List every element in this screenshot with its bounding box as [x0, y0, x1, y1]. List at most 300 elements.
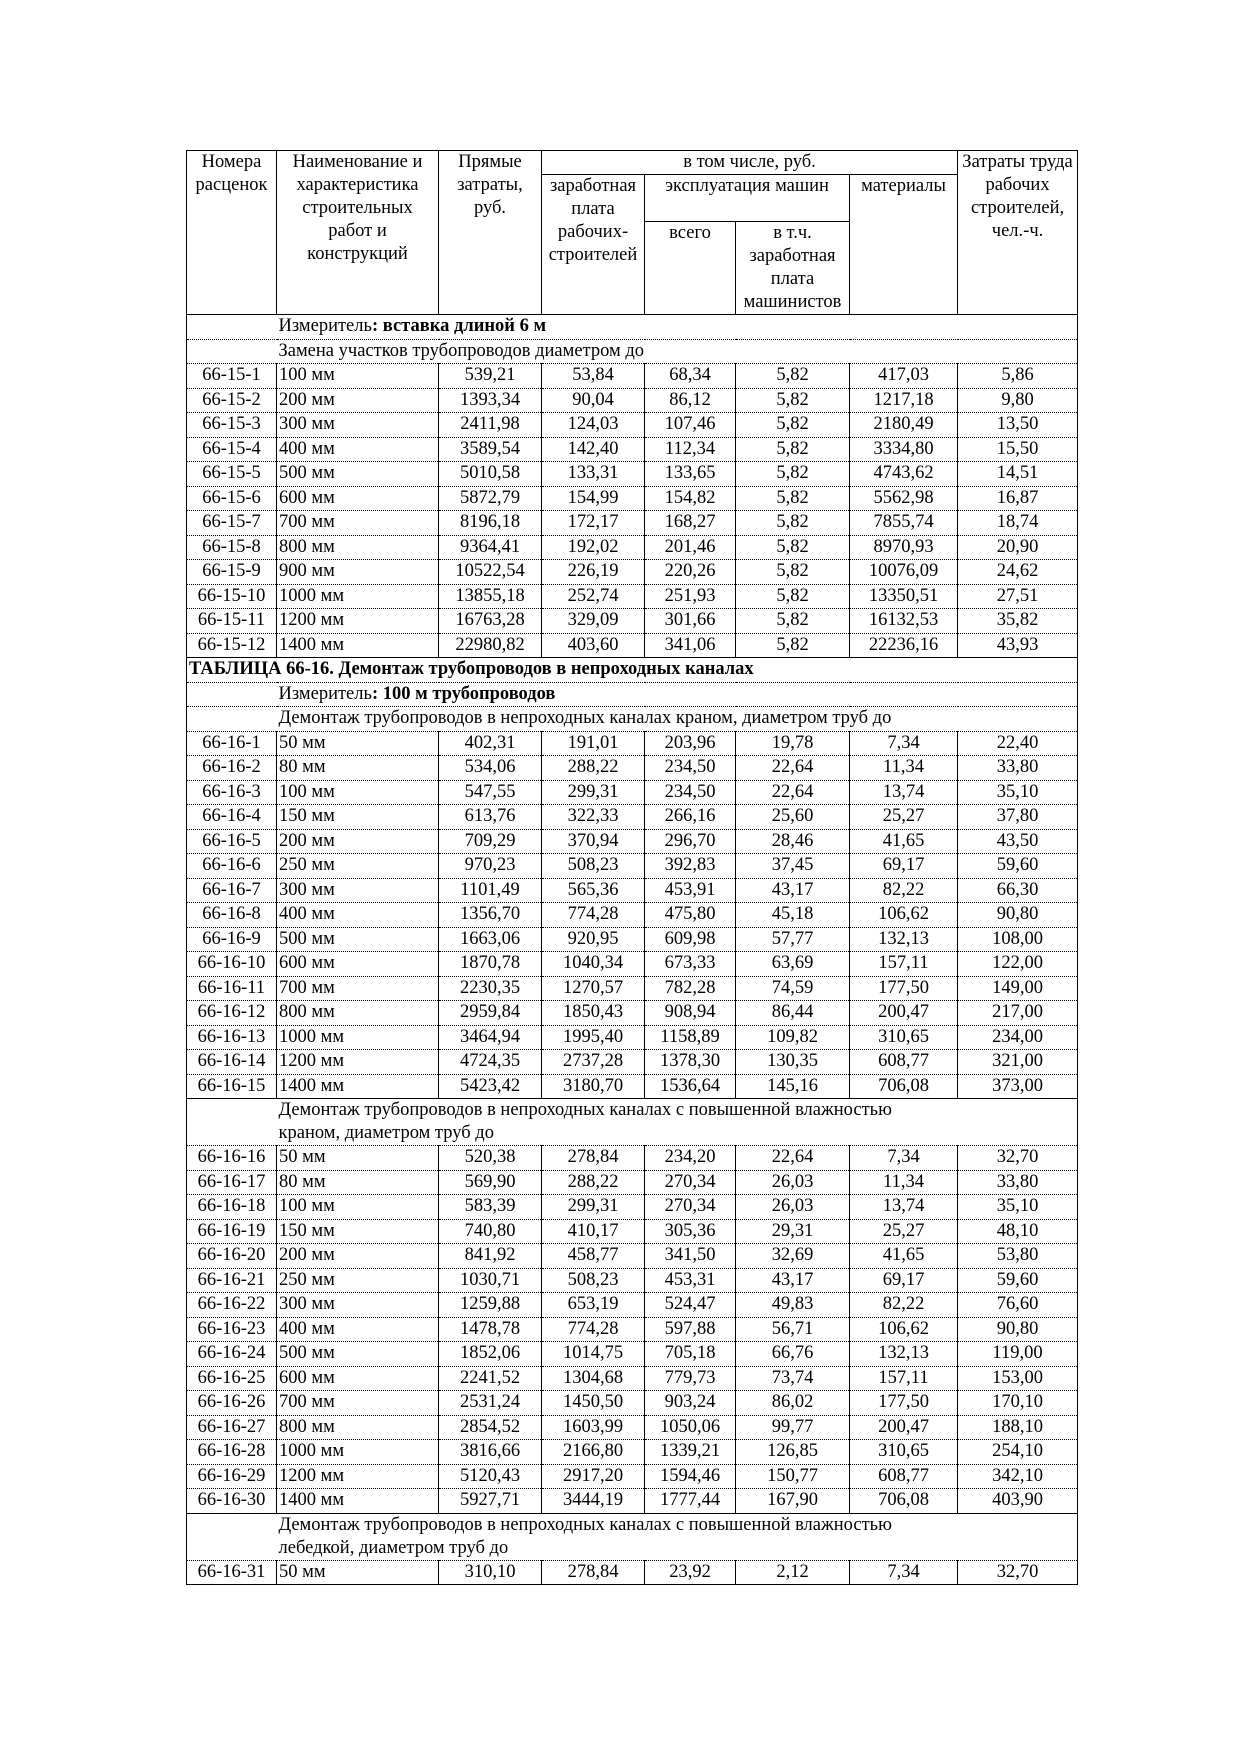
measure-row — [187, 682, 1078, 707]
cell-code: 66-15-2 — [187, 388, 277, 413]
table-row — [187, 609, 1078, 634]
cell-machines-wages: 145,16 — [736, 1074, 850, 1099]
cell-machines-wages: 49,83 — [736, 1293, 850, 1318]
cell-machines-wages: 167,90 — [736, 1489, 850, 1514]
cell-code: 66-16-15 — [187, 1074, 277, 1099]
cell-materials: 157,11 — [850, 1366, 958, 1391]
cell-name: 600 мм — [277, 1366, 439, 1391]
cell-labor: 43,93 — [958, 633, 1078, 658]
cell-name: 1200 мм — [277, 1464, 439, 1489]
cell-direct: 1030,71 — [439, 1268, 542, 1293]
cell-code: 66-16-8 — [187, 903, 277, 928]
cell-direct: 539,21 — [439, 364, 542, 389]
cell-materials: 106,62 — [850, 903, 958, 928]
cell-code: 66-15-9 — [187, 560, 277, 585]
cell-labor: 188,10 — [958, 1415, 1078, 1440]
cell-wages: 278,84 — [542, 1146, 645, 1171]
cell-materials: 7,34 — [850, 1560, 958, 1585]
cell-materials: 7,34 — [850, 731, 958, 756]
cell-machines-total: 234,20 — [645, 1146, 736, 1171]
table-row — [187, 1366, 1078, 1391]
cell-machines-total: 524,47 — [645, 1293, 736, 1318]
cell-machines-wages: 5,82 — [736, 584, 850, 609]
cell-labor: 33,80 — [958, 756, 1078, 781]
cell-machines-wages: 25,60 — [736, 805, 850, 830]
table-row — [187, 780, 1078, 805]
cell-direct: 3589,54 — [439, 437, 542, 462]
cell-machines-wages: 5,82 — [736, 511, 850, 536]
cell-machines-wages: 22,64 — [736, 1146, 850, 1171]
cell-machines-wages: 43,17 — [736, 1268, 850, 1293]
cell-name: 400 мм — [277, 437, 439, 462]
cell-machines-total: 86,12 — [645, 388, 736, 413]
cell-machines-total: 705,18 — [645, 1342, 736, 1367]
cell-machines-wages: 5,82 — [736, 535, 850, 560]
cell-labor: 9,80 — [958, 388, 1078, 413]
cell-code: 66-16-6 — [187, 854, 277, 879]
table-row — [187, 462, 1078, 487]
cell-machines-wages: 45,18 — [736, 903, 850, 928]
cell-direct: 2959,84 — [439, 1001, 542, 1026]
header-code: Номера расценок — [187, 151, 277, 315]
cell-direct: 5010,58 — [439, 462, 542, 487]
cell-wages: 90,04 — [542, 388, 645, 413]
cell-wages: 2737,28 — [542, 1050, 645, 1075]
cell-labor: 13,50 — [958, 413, 1078, 438]
cell-name: 400 мм — [277, 1317, 439, 1342]
cell-labor: 59,60 — [958, 854, 1078, 879]
cell-name: 1400 мм — [277, 633, 439, 658]
cell-name: 800 мм — [277, 1001, 439, 1026]
cell-direct: 1101,49 — [439, 878, 542, 903]
cell-machines-total: 201,46 — [645, 535, 736, 560]
subtitle-row — [187, 339, 1078, 364]
cell-labor: 33,80 — [958, 1170, 1078, 1195]
cell-wages: 288,22 — [542, 756, 645, 781]
cell-machines-wages: 5,82 — [736, 437, 850, 462]
header-wages: заработная плата рабочих-строителей — [542, 175, 645, 315]
cell-materials: 13,74 — [850, 1195, 958, 1220]
header-including: в том числе, руб. — [542, 151, 958, 175]
cell-wages: 370,94 — [542, 829, 645, 854]
cell-machines-total: 453,91 — [645, 878, 736, 903]
cell-direct: 709,29 — [439, 829, 542, 854]
cell-name: 250 мм — [277, 854, 439, 879]
cell-direct: 10522,54 — [439, 560, 542, 585]
cell-name: 300 мм — [277, 413, 439, 438]
table-row — [187, 1489, 1078, 1514]
cell-materials: 106,62 — [850, 1317, 958, 1342]
cell-code: 66-16-20 — [187, 1244, 277, 1269]
table-row — [187, 1170, 1078, 1195]
cell-name: 700 мм — [277, 1391, 439, 1416]
cell-code: 66-16-17 — [187, 1170, 277, 1195]
cell-machines-total: 1339,21 — [645, 1440, 736, 1465]
cell-machines-wages: 2,12 — [736, 1560, 850, 1585]
cell-direct: 1852,06 — [439, 1342, 542, 1367]
table-row — [187, 388, 1078, 413]
cell-machines-wages: 5,82 — [736, 413, 850, 438]
cell-direct: 2531,24 — [439, 1391, 542, 1416]
subtitle-row — [187, 1099, 1078, 1146]
cell-machines-wages: 86,44 — [736, 1001, 850, 1026]
cell-materials: 7,34 — [850, 1146, 958, 1171]
cell-direct: 5872,79 — [439, 486, 542, 511]
cell-wages: 774,28 — [542, 903, 645, 928]
cell-materials: 417,03 — [850, 364, 958, 389]
cell-name: 100 мм — [277, 364, 439, 389]
cell-labor: 108,00 — [958, 927, 1078, 952]
cell-direct: 2411,98 — [439, 413, 542, 438]
cell-labor: 14,51 — [958, 462, 1078, 487]
cell-materials: 3334,80 — [850, 437, 958, 462]
cell-materials: 41,65 — [850, 1244, 958, 1269]
cell-machines-total: 1777,44 — [645, 1489, 736, 1514]
cell-machines-wages: 99,77 — [736, 1415, 850, 1440]
cell-direct: 1663,06 — [439, 927, 542, 952]
cell-machines-total: 392,83 — [645, 854, 736, 879]
cell-materials: 608,77 — [850, 1050, 958, 1075]
header-machines: эксплуатация машин — [645, 175, 850, 222]
cell-materials: 25,27 — [850, 1219, 958, 1244]
cell-machines-total: 908,94 — [645, 1001, 736, 1026]
cell-code: 66-16-4 — [187, 805, 277, 830]
table-row — [187, 1050, 1078, 1075]
cell-wages: 1270,57 — [542, 976, 645, 1001]
header-machines-wages: в т.ч. заработная плата машинистов — [736, 222, 850, 315]
cell-code: 66-15-4 — [187, 437, 277, 462]
cell-direct: 583,39 — [439, 1195, 542, 1220]
cell-wages: 774,28 — [542, 1317, 645, 1342]
cell-labor: 342,10 — [958, 1464, 1078, 1489]
cell-materials: 177,50 — [850, 976, 958, 1001]
subtitle-line-2: краном, диаметром труб до — [278, 1123, 494, 1143]
subtitle-line-1: Демонтаж трубопроводов в непроходных каналах с повышенной влажностью — [278, 1514, 892, 1535]
header-materials: материалы — [850, 175, 958, 315]
cell-labor: 321,00 — [958, 1050, 1078, 1075]
cell-name: 100 мм — [277, 780, 439, 805]
cell-labor: 27,51 — [958, 584, 1078, 609]
cell-wages: 3180,70 — [542, 1074, 645, 1099]
cell-materials: 4743,62 — [850, 462, 958, 487]
cell-direct: 1393,34 — [439, 388, 542, 413]
cell-name: 150 мм — [277, 805, 439, 830]
cell-materials: 310,65 — [850, 1440, 958, 1465]
table-row — [187, 1293, 1078, 1318]
table-row — [187, 1560, 1078, 1585]
cell-wages: 288,22 — [542, 1170, 645, 1195]
cell-direct: 2241,52 — [439, 1366, 542, 1391]
cell-code: 66-15-3 — [187, 413, 277, 438]
cell-machines-wages: 5,82 — [736, 560, 850, 585]
cell-code: 66-16-22 — [187, 1293, 277, 1318]
table-row — [187, 1219, 1078, 1244]
cell-name: 1200 мм — [277, 1050, 439, 1075]
cell-name: 600 мм — [277, 486, 439, 511]
cell-machines-wages: 74,59 — [736, 976, 850, 1001]
table-row — [187, 1074, 1078, 1099]
table-body — [187, 315, 1078, 1585]
measure-label — [277, 315, 1078, 340]
cell-materials: 132,13 — [850, 1342, 958, 1367]
cell-materials: 200,47 — [850, 1415, 958, 1440]
cell-code: 66-16-31 — [187, 1560, 277, 1585]
cell-machines-wages: 37,45 — [736, 854, 850, 879]
cell-machines-wages: 57,77 — [736, 927, 850, 952]
cell-direct: 3464,94 — [439, 1025, 542, 1050]
cell-code: 66-16-24 — [187, 1342, 277, 1367]
cell-materials: 82,22 — [850, 878, 958, 903]
cell-code: 66-16-19 — [187, 1219, 277, 1244]
table-row — [187, 1342, 1078, 1367]
table-row — [187, 756, 1078, 781]
cell-direct: 402,31 — [439, 731, 542, 756]
cell-machines-wages: 43,17 — [736, 878, 850, 903]
cell-code: 66-16-1 — [187, 731, 277, 756]
subtitle-row — [187, 707, 1078, 732]
table-row — [187, 1195, 1078, 1220]
table-row — [187, 1464, 1078, 1489]
cell-machines-total: 112,34 — [645, 437, 736, 462]
cell-code: 66-15-8 — [187, 535, 277, 560]
cell-code: 66-16-16 — [187, 1146, 277, 1171]
cell-machines-total: 903,24 — [645, 1391, 736, 1416]
cell-wages: 53,84 — [542, 364, 645, 389]
cell-labor: 149,00 — [958, 976, 1078, 1001]
cell-direct: 613,76 — [439, 805, 542, 830]
cell-code: 66-16-28 — [187, 1440, 277, 1465]
cell-direct: 534,06 — [439, 756, 542, 781]
table-row — [187, 1440, 1078, 1465]
cell-wages: 278,84 — [542, 1560, 645, 1585]
cell-code: 66-16-23 — [187, 1317, 277, 1342]
cell-labor: 122,00 — [958, 952, 1078, 977]
cell-direct: 841,92 — [439, 1244, 542, 1269]
table-row — [187, 633, 1078, 658]
cell-labor: 119,00 — [958, 1342, 1078, 1367]
cell-code: 66-16-25 — [187, 1366, 277, 1391]
cell-code: 66-16-21 — [187, 1268, 277, 1293]
cell-name: 800 мм — [277, 535, 439, 560]
measure-prefix: Измеритель — [278, 316, 372, 336]
cell-machines-total: 234,50 — [645, 780, 736, 805]
cell-name: 700 мм — [277, 511, 439, 536]
cell-wages: 920,95 — [542, 927, 645, 952]
cell-machines-wages: 5,82 — [736, 388, 850, 413]
cell-machines-total: 296,70 — [645, 829, 736, 854]
cell-wages: 252,74 — [542, 584, 645, 609]
cell-direct: 547,55 — [439, 780, 542, 805]
cell-machines-total: 133,65 — [645, 462, 736, 487]
cell-machines-total: 609,98 — [645, 927, 736, 952]
cell-wages: 1850,43 — [542, 1001, 645, 1026]
table-row — [187, 511, 1078, 536]
cell-wages: 653,19 — [542, 1293, 645, 1318]
cell-machines-wages: 5,82 — [736, 609, 850, 634]
table-row — [187, 829, 1078, 854]
cell-wages: 172,17 — [542, 511, 645, 536]
cell-labor: 37,80 — [958, 805, 1078, 830]
cell-labor: 90,80 — [958, 1317, 1078, 1342]
section-subtitle — [277, 1513, 1078, 1560]
cell-labor: 76,60 — [958, 1293, 1078, 1318]
cell-code: 66-16-7 — [187, 878, 277, 903]
cell-direct: 1478,78 — [439, 1317, 542, 1342]
cell-machines-wages: 126,85 — [736, 1440, 850, 1465]
table-row — [187, 927, 1078, 952]
cell-materials: 5562,98 — [850, 486, 958, 511]
section-subtitle: Замена участков трубопроводов диаметром до — [277, 339, 1078, 364]
table-title: ТАБЛИЦА 66-16. Демонтаж трубопроводов в непроходных каналах — [187, 658, 1078, 683]
cell-direct: 4724,35 — [439, 1050, 542, 1075]
cell-machines-total: 341,50 — [645, 1244, 736, 1269]
table-row — [187, 560, 1078, 585]
cell-direct: 520,38 — [439, 1146, 542, 1171]
cell-materials: 608,77 — [850, 1464, 958, 1489]
cell-code: 66-16-10 — [187, 952, 277, 977]
table-row — [187, 364, 1078, 389]
subtitle-row — [187, 1513, 1078, 1560]
cell-machines-total: 270,34 — [645, 1195, 736, 1220]
cell-direct: 1259,88 — [439, 1293, 542, 1318]
cell-name: 150 мм — [277, 1219, 439, 1244]
cell-materials: 132,13 — [850, 927, 958, 952]
cell-machines-wages: 56,71 — [736, 1317, 850, 1342]
cell-machines-total: 234,50 — [645, 756, 736, 781]
cell-materials: 310,65 — [850, 1025, 958, 1050]
cell-materials: 11,34 — [850, 756, 958, 781]
cell-labor: 15,50 — [958, 437, 1078, 462]
cell-name: 50 мм — [277, 1560, 439, 1585]
cell-machines-total: 251,93 — [645, 584, 736, 609]
cell-labor: 373,00 — [958, 1074, 1078, 1099]
cell-wages: 329,09 — [542, 609, 645, 634]
cell-materials: 13,74 — [850, 780, 958, 805]
cell-name: 80 мм — [277, 756, 439, 781]
cell-code: 66-16-5 — [187, 829, 277, 854]
cell-name: 800 мм — [277, 1415, 439, 1440]
cell-labor: 43,50 — [958, 829, 1078, 854]
cell-name: 500 мм — [277, 927, 439, 952]
cell-name: 80 мм — [277, 1170, 439, 1195]
cell-materials: 16132,53 — [850, 609, 958, 634]
cell-wages: 458,77 — [542, 1244, 645, 1269]
cell-direct: 9364,41 — [439, 535, 542, 560]
cell-machines-total: 270,34 — [645, 1170, 736, 1195]
cell-name: 500 мм — [277, 462, 439, 487]
cell-machines-wages: 86,02 — [736, 1391, 850, 1416]
cell-wages: 124,03 — [542, 413, 645, 438]
cell-labor: 66,30 — [958, 878, 1078, 903]
cell-code: 66-15-11 — [187, 609, 277, 634]
cell-materials: 11,34 — [850, 1170, 958, 1195]
table-row — [187, 976, 1078, 1001]
cell-labor: 16,87 — [958, 486, 1078, 511]
cell-name: 50 мм — [277, 731, 439, 756]
cell-machines-wages: 26,03 — [736, 1170, 850, 1195]
cell-labor: 24,62 — [958, 560, 1078, 585]
cell-name: 200 мм — [277, 829, 439, 854]
cell-name: 250 мм — [277, 1268, 439, 1293]
cell-materials: 13350,51 — [850, 584, 958, 609]
cell-name: 1000 мм — [277, 1440, 439, 1465]
cell-machines-wages: 22,64 — [736, 780, 850, 805]
price-table — [186, 150, 1078, 1585]
cell-code: 66-15-7 — [187, 511, 277, 536]
cell-machines-wages: 19,78 — [736, 731, 850, 756]
cell-direct: 3816,66 — [439, 1440, 542, 1465]
cell-wages: 299,31 — [542, 1195, 645, 1220]
cell-machines-wages: 5,82 — [736, 486, 850, 511]
cell-materials: 69,17 — [850, 854, 958, 879]
table-row — [187, 805, 1078, 830]
cell-machines-total: 23,92 — [645, 1560, 736, 1585]
cell-direct: 13855,18 — [439, 584, 542, 609]
cell-machines-total: 301,66 — [645, 609, 736, 634]
cell-labor: 32,70 — [958, 1560, 1078, 1585]
cell-code: 66-16-30 — [187, 1489, 277, 1514]
cell-labor: 254,10 — [958, 1440, 1078, 1465]
cell-wages: 1450,50 — [542, 1391, 645, 1416]
subtitle-line-2: лебедкой, диаметром труб до — [278, 1537, 509, 1558]
cell-wages: 508,23 — [542, 1268, 645, 1293]
table-row — [187, 1025, 1078, 1050]
cell-machines-total: 779,73 — [645, 1366, 736, 1391]
cell-labor: 234,00 — [958, 1025, 1078, 1050]
measure-value: : 100 м трубопроводов — [371, 683, 556, 704]
cell-machines-wages: 32,69 — [736, 1244, 850, 1269]
cell-machines-wages: 66,76 — [736, 1342, 850, 1367]
cell-labor: 22,40 — [958, 731, 1078, 756]
cell-wages: 191,01 — [542, 731, 645, 756]
table-row — [187, 1391, 1078, 1416]
cell-name: 100 мм — [277, 1195, 439, 1220]
cell-machines-total: 220,26 — [645, 560, 736, 585]
cell-name: 700 мм — [277, 976, 439, 1001]
table-row — [187, 1244, 1078, 1269]
cell-direct: 1870,78 — [439, 952, 542, 977]
cell-name: 1000 мм — [277, 1025, 439, 1050]
cell-direct: 8196,18 — [439, 511, 542, 536]
cell-code: 66-16-26 — [187, 1391, 277, 1416]
measure-value: : вставка длиной 6 м — [371, 316, 547, 336]
cell-machines-wages: 5,82 — [736, 462, 850, 487]
table-row — [187, 903, 1078, 928]
cell-direct: 16763,28 — [439, 609, 542, 634]
cell-code: 66-16-18 — [187, 1195, 277, 1220]
table-row — [187, 1268, 1078, 1293]
cell-name: 50 мм — [277, 1146, 439, 1171]
cell-code: 66-16-3 — [187, 780, 277, 805]
header-labor: Затраты труда рабочих строителей, чел.-ч. — [958, 151, 1078, 315]
cell-labor: 35,10 — [958, 780, 1078, 805]
measure-row — [187, 315, 1078, 340]
table-row — [187, 535, 1078, 560]
cell-machines-total: 266,16 — [645, 805, 736, 830]
cell-machines-wages: 150,77 — [736, 1464, 850, 1489]
cell-machines-wages: 26,03 — [736, 1195, 850, 1220]
table-row — [187, 1001, 1078, 1026]
cell-name: 1400 мм — [277, 1489, 439, 1514]
cell-code: 66-15-6 — [187, 486, 277, 511]
cell-wages: 322,33 — [542, 805, 645, 830]
cell-direct: 5423,42 — [439, 1074, 542, 1099]
cell-direct: 22980,82 — [439, 633, 542, 658]
cell-code: 66-16-29 — [187, 1464, 277, 1489]
cell-direct: 569,90 — [439, 1170, 542, 1195]
cell-machines-total: 673,33 — [645, 952, 736, 977]
cell-labor: 35,82 — [958, 609, 1078, 634]
